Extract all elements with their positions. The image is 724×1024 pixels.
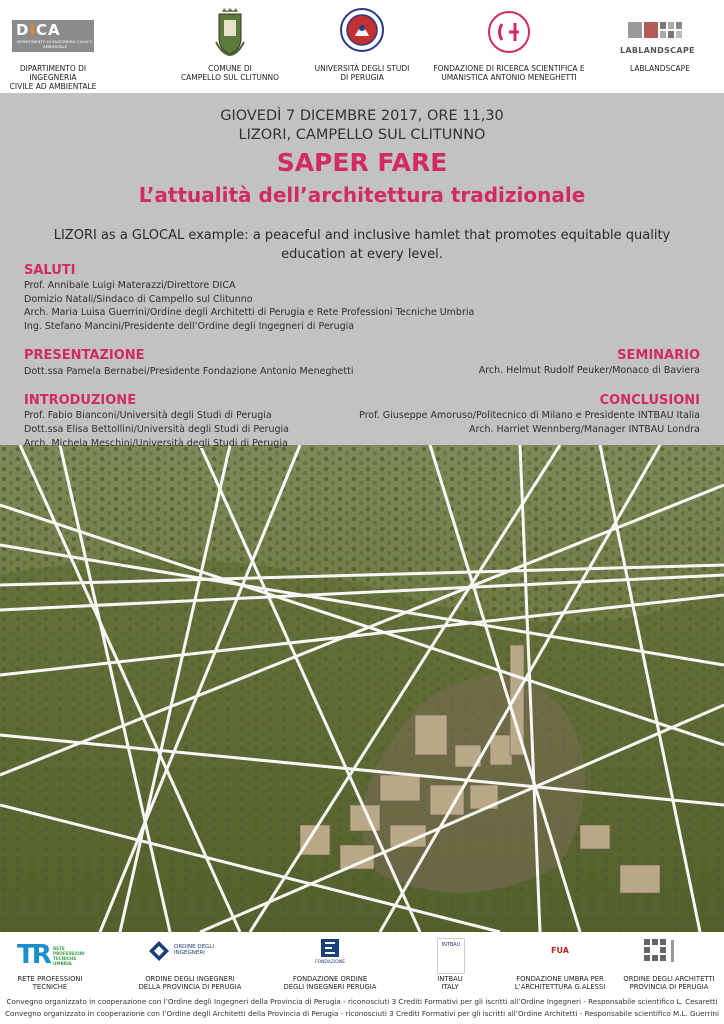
saluti-line: Prof. Annibale Luigi Materazzi/Direttore DICA (24, 280, 236, 291)
ordine-architetti-text-marks (671, 940, 674, 962)
ordine-architetti-logo (615, 932, 723, 1002)
conclusioni-heading: CONCLUSIONI (599, 393, 700, 408)
event-lead-line-1: LIZORI as a GLOCAL example: a peaceful and inclusive hamlet that promotes equitable quality (53, 228, 671, 243)
unipg-caption: UNIVERSITÀ DEGLI STUDI DI PERUGIA (314, 64, 410, 82)
fondazione-ordine-logo (270, 932, 390, 1002)
presentazione-heading: PRESENTAZIONE (24, 348, 145, 363)
unipg-logo (302, 0, 422, 93)
aerial-photo (0, 445, 724, 932)
ordine-ingegneri-logo (130, 932, 250, 1002)
ordine-architetti-caption: ORDINE DEGLI ARCHITETTI PROVINCIA DI PERUGIA (623, 975, 715, 991)
intbau-caption: INTBAU ITALY (437, 975, 463, 991)
event-subtitle: L’attualità dell’architettura tradizionale (138, 183, 586, 207)
fondazione-ordine-icon (320, 938, 340, 958)
dica-mark: DICA DIPARTIMENTO DI INGEGNERIA CIVILE E AMBIENTALE (12, 20, 94, 52)
lablandscape-caption: LABLANDSCAPE (630, 64, 690, 73)
rpt-logo (5, 932, 95, 1002)
introduzione-heading: INTRODUZIONE (24, 393, 137, 408)
saluti-line: Arch. Maria Luisa Guerrini/Ordine degli Architetti di Perugia e Rete Professioni Tecniche Umbria (24, 307, 475, 318)
intbau-mark: INTBAU (437, 938, 465, 974)
introduzione-line: Arch. Michela Meschini/Università degli Studi di Perugia (24, 438, 288, 449)
footer-note-ingegneri: Convegno organizzato in cooperazione con l’Ordine degli Ingegneri della Provincia di Perugia - riconosciuti 3 Crediti Formativi per gli iscritti all’Ordine Ingegneri - Responsabile scientifico L. Cesaretti (6, 997, 718, 1006)
ordine-ingegneri-caption: ORDINE DEGLI INGEGNERI DELLA PROVINCIA DI PERUGIA (138, 975, 242, 991)
ordine-ingegneri-mark: ORDINE DEGLI INGEGNERI (174, 944, 215, 956)
comune-caption: COMUNE DI CAMPELLO SUL CLITUNNO (180, 64, 280, 82)
top-logo-strip (0, 0, 724, 93)
conclusioni-line: Arch. Harriet Wennberg/Manager INTBAU Londra (469, 424, 700, 435)
fondazione-mark-icon (487, 10, 531, 54)
event-lead-line-2: education at every level. (281, 247, 443, 262)
saluti-line: Domizio Natali/Sindaco di Campello sul Clitunno (24, 294, 253, 305)
aerial-photo-illustration (0, 445, 724, 932)
dica-caption: DIPARTIMENTO DI INGEGNERIA CIVILE AD AMBIENTALE (9, 64, 97, 91)
comune-crest-icon (214, 8, 246, 56)
fondazione-ordine-mark: FONDAZIONE (314, 960, 346, 965)
conclusioni-line: Prof. Giuseppe Amoruso/Politecnico di Milano e Presidente INTBAU Italia (359, 410, 700, 421)
fua-caption: FONDAZIONE UMBRA PER L’ARCHITETTURA G.ALESSI (514, 975, 606, 991)
ordine-architetti-grid-icon (643, 938, 667, 962)
fondazione-logo (425, 0, 593, 93)
intbau-logo (415, 932, 485, 1002)
event-title: SAPER FARE (276, 148, 448, 177)
comune-logo (165, 0, 295, 93)
ordine-ingegneri-icon (148, 940, 170, 962)
bottom-logo-strip (0, 932, 724, 1024)
saluti-heading: SALUTI (24, 263, 76, 278)
lablandscape-mark: LABLANDSCAPE (620, 20, 692, 54)
footer-note-architetti: Convegno organizzato in cooperazione con l’Ordine degli Architetti della Provincia di Perugia - riconosciuti 3 Crediti Formativi per gli iscritti all’Ordine Architetti - Responsabile scientifico M.L. Guerrini (5, 1009, 719, 1018)
introduzione-line: Prof. Fabio Bianconi/Università degli Studi di Perugia (24, 410, 272, 421)
fua-mark: FUA (551, 946, 569, 955)
lablandscape-grid-icon (620, 20, 692, 42)
saluti-line: Ing. Stefano Mancini/Presidente dell’Ordine degli Ingegneri di Perugia (24, 321, 355, 332)
fondazione-ordine-caption: FONDAZIONE ORDINE DEGLI INGEGNERI PERUGIA (283, 975, 377, 991)
event-place: LIZORI, CAMPELLO SUL CLITUNNO (238, 127, 486, 143)
lablandscape-logo (620, 0, 700, 93)
rpt-mark-text: RETE PROFESSIONI TECNICHE UMBRIA (53, 946, 85, 966)
rpt-mark: TR (17, 940, 49, 970)
fondazione-caption: FONDAZIONE DI RICERCA SCIENTIFICA E UMANISTICA ANTONIO MENEGHETTI (433, 64, 585, 82)
dica-logo (0, 0, 106, 93)
rpt-caption: RETE PROFESSIONI TECNICHE (17, 975, 83, 991)
unipg-seal-icon (340, 8, 384, 52)
introduzione-line: Dott.ssa Elisa Bettollini/Università degli Studi di Perugia (24, 424, 289, 435)
event-date: GIOVEDÌ 7 DICEMBRE 2017, ORE 11,30 (220, 108, 504, 124)
fua-logo (505, 932, 615, 1002)
seminario-line: Arch. Helmut Rudolf Peuker/Monaco di Baviera (478, 365, 700, 376)
seminario-heading: SEMINARIO (617, 348, 700, 363)
presentazione-line: Dott.ssa Pamela Bernabei/Presidente Fondazione Antonio Meneghetti (24, 366, 354, 377)
